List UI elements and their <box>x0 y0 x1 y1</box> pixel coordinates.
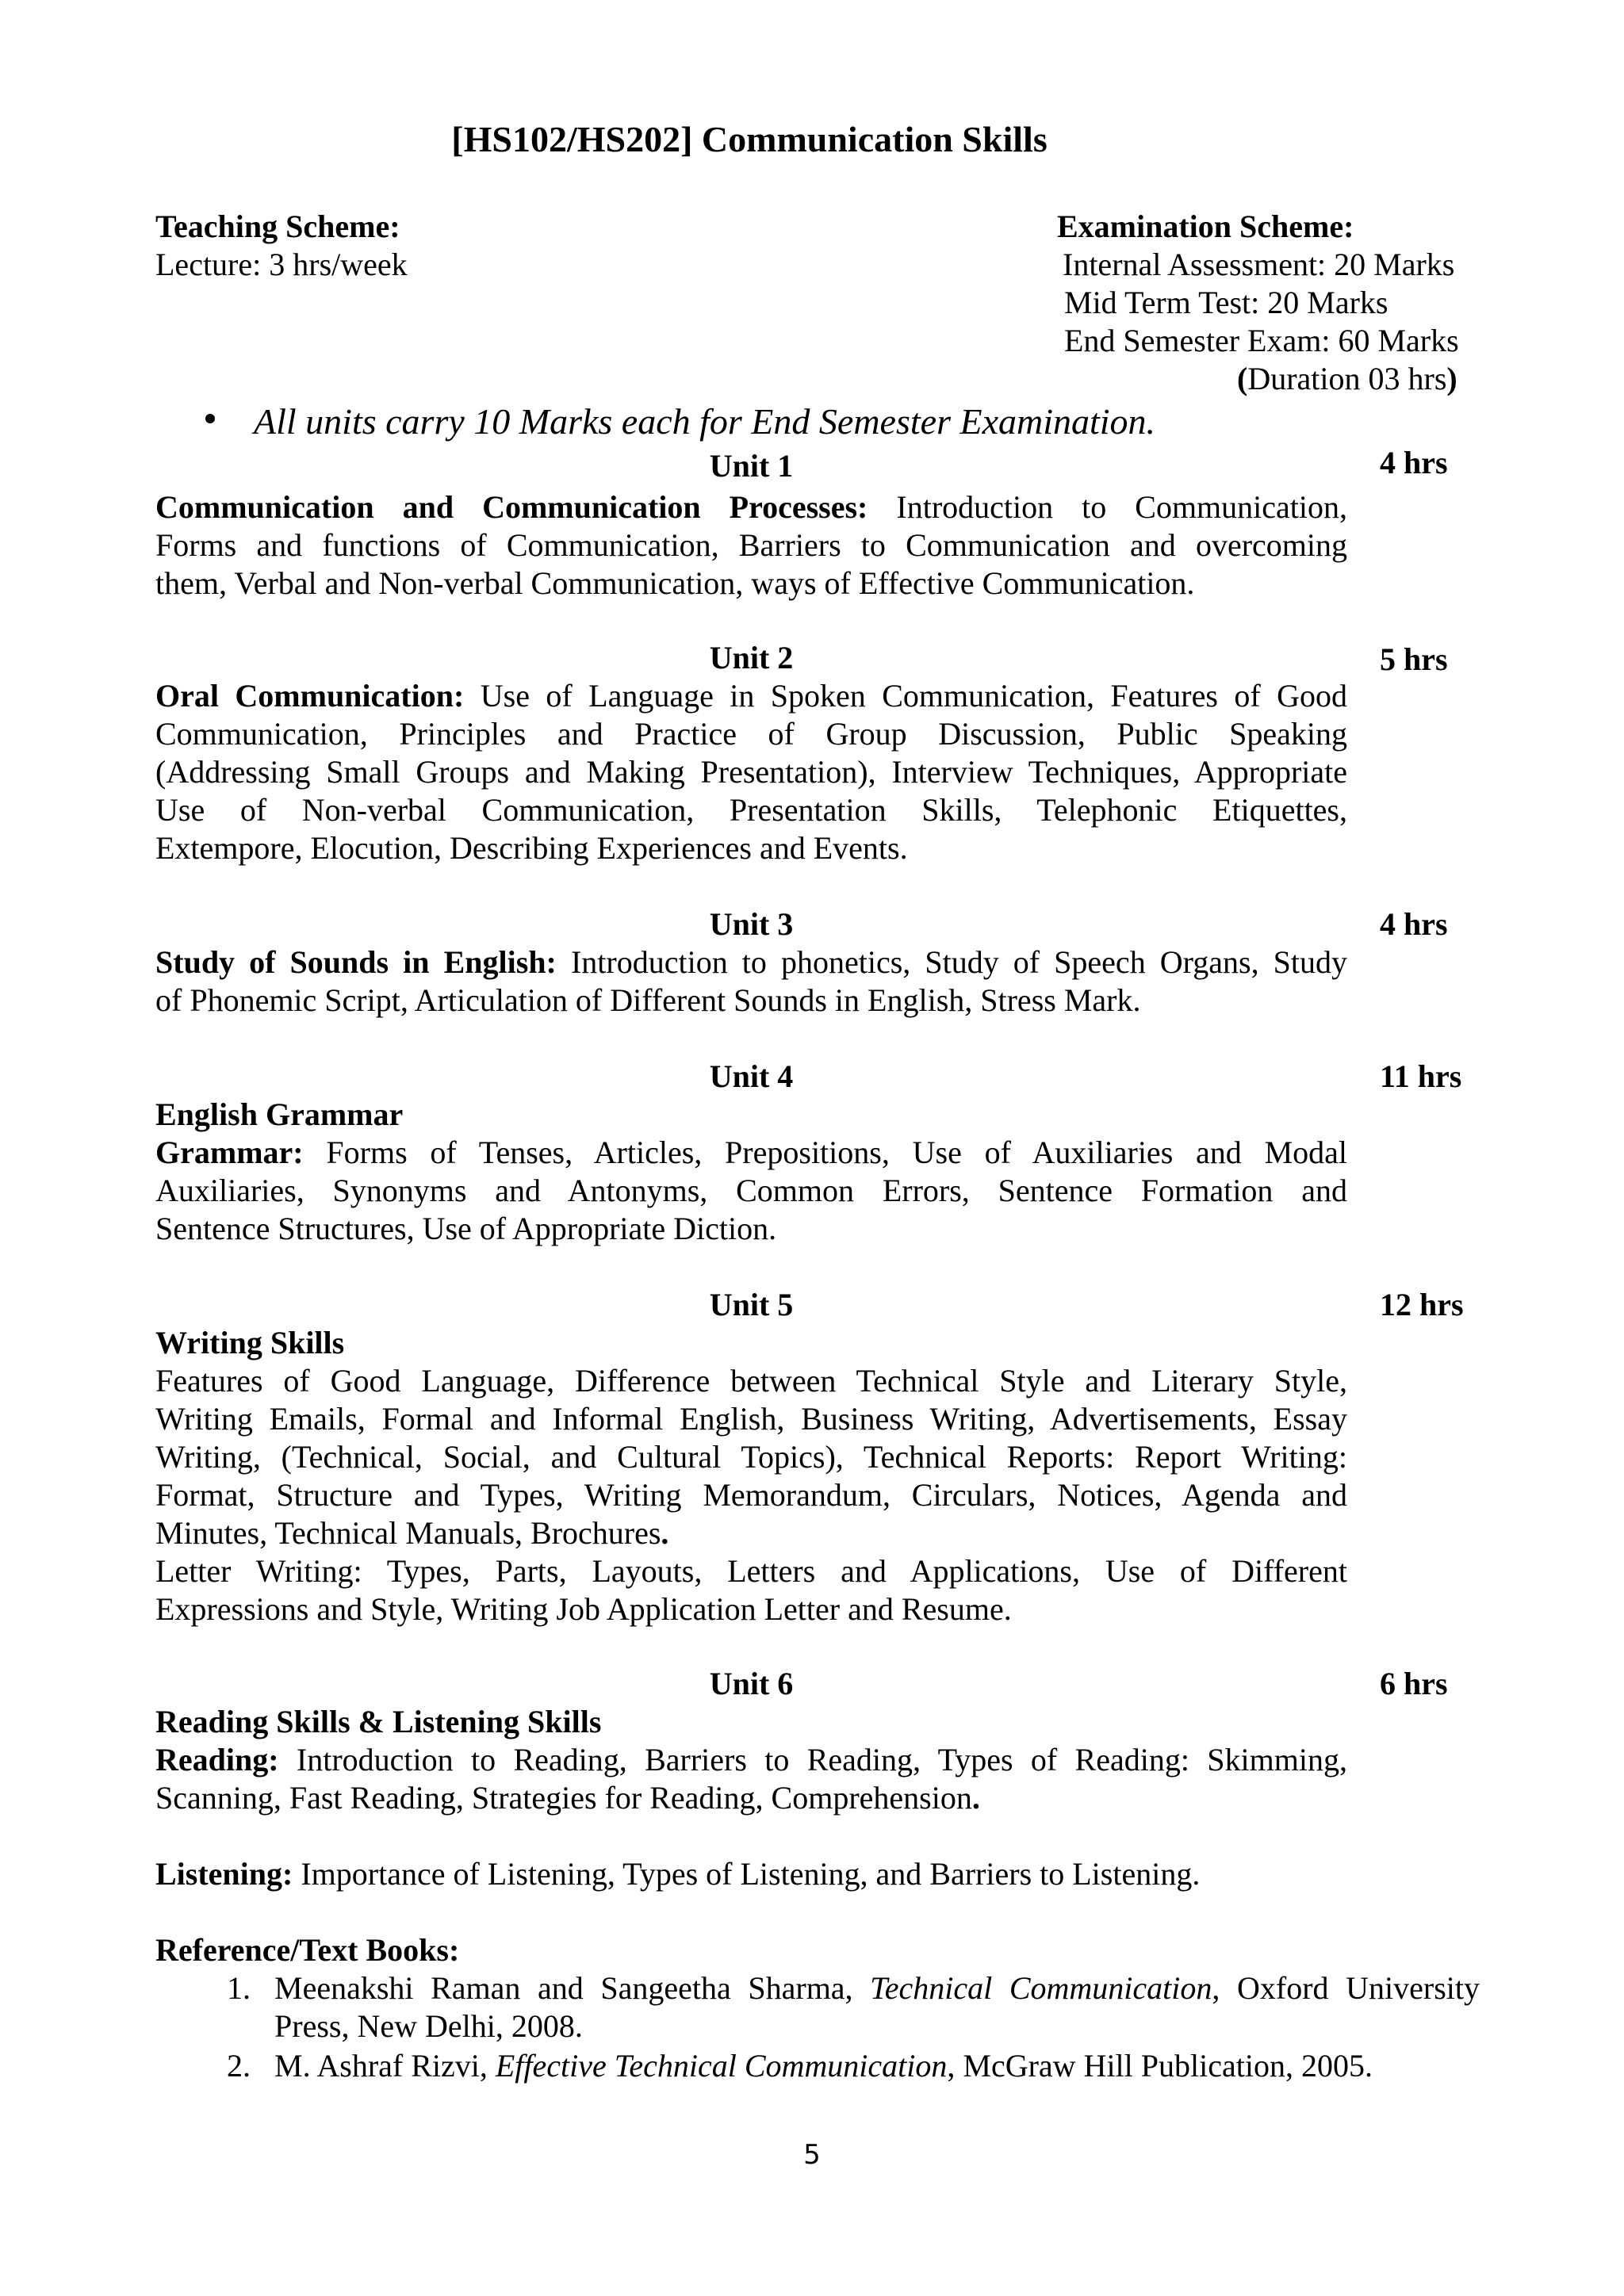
reference-2-line-1 <box>274 2047 1480 2085</box>
unit-5-line-4: Format, Structure and Types, Writing Memorandum, Circulars, Notices, Agenda and <box>155 1477 1347 1513</box>
unit-2-hours: 5 hrs <box>1380 641 1448 677</box>
unit-1-hours: 4 hrs <box>1380 445 1448 480</box>
page-title: [HS102/HS202] Communication Skills <box>451 119 1048 159</box>
unit-1-line-3: them, Verbal and Non-verbal Communication, ways of Effective Communication. <box>155 565 1195 601</box>
duration-open-paren: ( <box>1237 361 1248 396</box>
unit-6-hours: 6 hrs <box>1380 1666 1448 1701</box>
unit-5-heading: Unit 5 <box>709 1287 794 1322</box>
unit-5-line-2: Writing Emails, Formal and Informal English, Business Writing, Advertisements, Essay <box>155 1401 1347 1437</box>
reference-1-publisher: , Oxford University <box>1212 1970 1480 2006</box>
unit-1-line-1 <box>155 488 1347 526</box>
unit-3-line-1 <box>155 943 1347 982</box>
unit-2-body <box>155 677 1347 867</box>
bullet-icon <box>205 414 215 423</box>
unit-1-line-2: Forms and functions of Communication, Barriers to Communication and overcoming <box>155 527 1347 563</box>
unit-2-line-4: Use of Non-verbal Communication, Presentation Skills, Telephonic Etiquettes, <box>155 792 1347 828</box>
unit-5-subheading: Writing Skills <box>155 1325 345 1360</box>
unit-2-line-5: Extempore, Elocution, Describing Experiences and Events. <box>155 830 908 866</box>
unit-6-heading: Unit 6 <box>709 1666 794 1701</box>
unit-6-body <box>155 1703 1347 1817</box>
reference-1 <box>274 1969 1480 2045</box>
unit-5-line-5-text: Minutes, Technical Manuals, Brochures <box>155 1515 661 1551</box>
reference-1-authors: Meenakshi Raman and Sangeetha Sharma, <box>274 1970 853 2006</box>
unit-4-subheading: English Grammar <box>155 1096 404 1132</box>
reference-2-publisher: , McGraw Hill Publication, 2005. <box>947 2048 1373 2084</box>
references-heading: Reference/Text Books: <box>155 1932 460 1968</box>
exam-duration <box>1237 360 1457 398</box>
unit-3-body <box>155 943 1347 1020</box>
duration-text: Duration 03 hrs <box>1247 361 1447 396</box>
unit-5-line-3: Writing, (Technical, Social, and Cultural Topics), Technical Reports: Report Writing: <box>155 1439 1347 1475</box>
reference-2-number: 2. <box>227 2048 251 2084</box>
unit-5-body <box>155 1324 1347 1628</box>
unit-5-line-7: Expressions and Style, Writing Job Application Letter and Resume. <box>155 1591 1012 1627</box>
unit-5-line-5-period: . <box>661 1515 669 1551</box>
exam-end-semester: End Semester Exam: 60 Marks <box>1064 323 1459 358</box>
unit-1-body <box>155 488 1347 603</box>
teaching-scheme-heading: Teaching Scheme: <box>155 209 400 244</box>
reference-1-line-1 <box>274 1969 1480 2007</box>
unit-6-line-2 <box>155 1779 1347 1817</box>
unit-1-line-1-rest: Introduction to Communication, <box>896 489 1348 525</box>
unit-3-line-1-rest: Introduction to phonetics, Study of Speech Organs, Study <box>570 944 1348 980</box>
unit-1-heading: Unit 1 <box>709 448 794 484</box>
unit-4-heading: Unit 4 <box>709 1058 794 1094</box>
unit-5-line-1: Features of Good Language, Difference between Technical Style and Literary Style, <box>155 1363 1347 1399</box>
unit-4-line-3: Sentence Structures, Use of Appropriate Diction. <box>155 1211 777 1246</box>
unit-1-lead: Communication and Communication Processes: <box>155 489 868 525</box>
exam-mid-term: Mid Term Test: 20 Marks <box>1064 285 1388 320</box>
unit-4-body <box>155 1096 1347 1248</box>
unit-3-heading: Unit 3 <box>709 906 794 942</box>
unit-3-lead: Study of Sounds in English: <box>155 944 557 980</box>
reference-1-number: 1. <box>227 1970 251 2006</box>
reference-2-title: Effective Technical Communication <box>495 2048 948 2084</box>
examination-scheme-heading: Examination Scheme: <box>1057 209 1354 244</box>
teaching-lecture: Lecture: 3 hrs/week <box>155 247 408 282</box>
unit-6-lead: Reading: <box>155 1742 279 1777</box>
duration-close-paren: ) <box>1446 361 1457 396</box>
unit-2-heading: Unit 2 <box>709 640 794 675</box>
unit-4-line-1 <box>155 1134 1347 1172</box>
unit-6-line-1-rest: Introduction to Reading, Barriers to Reading, Types of Reading: Skimming, <box>296 1742 1348 1777</box>
listening-lead: Listening: <box>155 1856 293 1892</box>
unit-2-line-1-rest: Use of Language in Spoken Communication, Features of Good <box>480 678 1348 714</box>
unit-2-line-1 <box>155 677 1347 715</box>
unit-6-subheading: Reading Skills & Listening Skills <box>155 1704 602 1739</box>
unit-5-line-6: Letter Writing: Types, Parts, Layouts, Letters and Applications, Use of Different <box>155 1553 1347 1589</box>
unit-3-hours: 4 hrs <box>1380 906 1448 942</box>
unit-5-line-5 <box>155 1514 1347 1552</box>
page-number: 5 <box>803 2139 821 2171</box>
exam-internal-assessment: Internal Assessment: 20 Marks <box>1063 247 1455 282</box>
unit-2-line-3: (Addressing Small Groups and Making Presentation), Interview Techniques, Appropriate <box>155 754 1347 790</box>
unit-6-line-1 <box>155 1741 1347 1779</box>
listening-text: Importance of Listening, Types of Listening, and Barriers to Listening. <box>301 1856 1201 1892</box>
unit-6-line-2-period: . <box>971 1780 980 1816</box>
unit-3-line-2: of Phonemic Script, Articulation of Different Sounds in English, Stress Mark. <box>155 982 1141 1018</box>
reference-1-line-2: Press, New Delhi, 2008. <box>274 2008 583 2044</box>
reference-1-title: Technical Communication <box>870 1970 1212 2006</box>
listening-paragraph <box>155 1855 1200 1893</box>
unit-4-hours: 11 hrs <box>1380 1058 1462 1094</box>
unit-4-line-2: Auxiliaries, Synonyms and Antonyms, Common Errors, Sentence Formation and <box>155 1173 1347 1208</box>
unit-5-hours: 12 hrs <box>1380 1287 1464 1322</box>
reference-2-author: M. Ashraf Rizvi, <box>274 2048 488 2084</box>
reference-2 <box>274 2047 1480 2085</box>
unit-6-line-2-text: Scanning, Fast Reading, Strategies for Reading, Comprehension <box>155 1780 972 1816</box>
unit-2-lead: Oral Communication: <box>155 678 465 714</box>
unit-4-line-1-rest: Forms of Tenses, Articles, Prepositions, Use of Auxiliaries and Modal <box>326 1135 1348 1170</box>
unit-2-line-2: Communication, Principles and Practice of Group Discussion, Public Speaking <box>155 716 1347 752</box>
marks-note: All units carry 10 Marks each for End Semester Examination. <box>254 401 1156 442</box>
unit-4-lead: Grammar: <box>155 1135 304 1170</box>
